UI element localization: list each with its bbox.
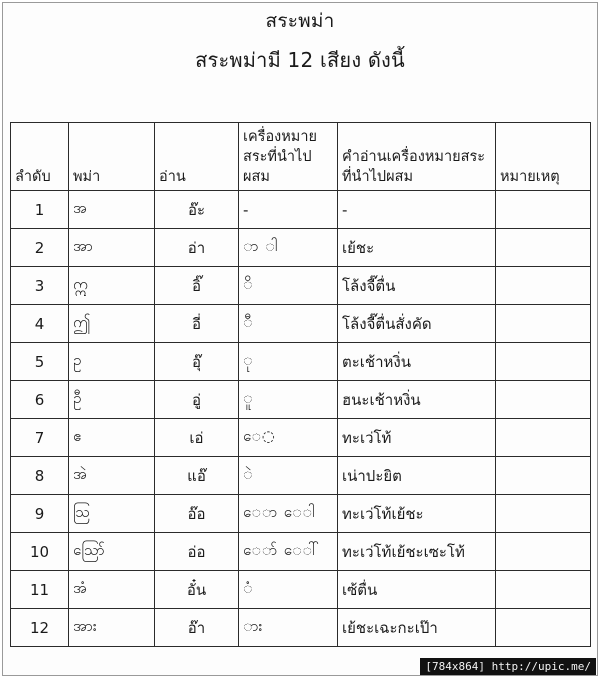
cell-burmese: အ xyxy=(69,191,155,229)
document-subtitle: สระพม่ามี 12 เสียง ดังนี้ xyxy=(195,48,405,72)
cell-number: 5 xyxy=(11,343,69,381)
header-reading: อ่าน xyxy=(155,123,239,191)
cell-reading: อ่อ xyxy=(155,533,239,571)
cell-note xyxy=(496,267,591,305)
cell-note xyxy=(496,533,591,571)
cell-burmese: ဦ xyxy=(69,381,155,419)
cell-number: 7 xyxy=(11,419,69,457)
cell-mark-reading: เย้ชะ xyxy=(338,229,496,267)
cell-note xyxy=(496,457,591,495)
cell-mark: ◌ံ xyxy=(239,571,338,609)
cell-number: 3 xyxy=(11,267,69,305)
cell-burmese: ဧ xyxy=(69,419,155,457)
header-mark-reading: คำอ่านเครื่องหมายสระที่นำไปผสม xyxy=(338,123,496,191)
cell-mark: ေ◌ xyxy=(239,419,338,457)
cell-number: 2 xyxy=(11,229,69,267)
table-row xyxy=(11,571,591,609)
cell-mark-reading: โล้งจี๊ตื่น xyxy=(338,267,496,305)
cell-mark: - xyxy=(239,191,338,229)
cell-reading: อ๊า xyxy=(155,609,239,647)
cell-mark-reading: เย้ชะเฉะกะเป๊า xyxy=(338,609,496,647)
table-header-row xyxy=(11,123,591,191)
cell-number: 8 xyxy=(11,457,69,495)
cell-number: 11 xyxy=(11,571,69,609)
cell-note xyxy=(496,419,591,457)
header-note: หมายเหตุ xyxy=(496,123,591,191)
table-row xyxy=(11,267,591,305)
table-row xyxy=(11,229,591,267)
cell-mark: ေ◌ာ် ေ◌ါ် xyxy=(239,533,338,571)
cell-burmese: အာ xyxy=(69,229,155,267)
cell-mark-reading: ทะเว่โท้เย้ชะเซะโท้ xyxy=(338,533,496,571)
table-row xyxy=(11,609,591,647)
cell-mark-reading: ตะเช้าหงิ่น xyxy=(338,343,496,381)
cell-burmese: ဣ xyxy=(69,267,155,305)
cell-note xyxy=(496,343,591,381)
cell-note xyxy=(496,305,591,343)
cell-number: 12 xyxy=(11,609,69,647)
cell-reading: เอ่ xyxy=(155,419,239,457)
cell-burmese: ဪ xyxy=(69,533,155,571)
cell-reading: อั๋น xyxy=(155,571,239,609)
header-mark: เครื่องหมายสระที่นำไปผสม xyxy=(239,123,338,191)
cell-mark-reading: ทะเว่โท้เย้ชะ xyxy=(338,495,496,533)
cell-mark-reading: เซ้ตื่น xyxy=(338,571,496,609)
cell-mark: ◌ူ xyxy=(239,381,338,419)
table-row xyxy=(11,343,591,381)
cell-burmese: ဩ xyxy=(69,495,155,533)
cell-reading: อู่ xyxy=(155,381,239,419)
cell-mark: ေ◌ာ ေ◌ါ xyxy=(239,495,338,533)
cell-burmese: အား xyxy=(69,609,155,647)
cell-reading: อ่า xyxy=(155,229,239,267)
cell-number: 4 xyxy=(11,305,69,343)
table-row xyxy=(11,419,591,457)
cell-reading: อิ๊ xyxy=(155,267,239,305)
table-row xyxy=(11,305,591,343)
cell-burmese: အဲ xyxy=(69,457,155,495)
cell-note xyxy=(496,229,591,267)
cell-number: 9 xyxy=(11,495,69,533)
watermark-label: [784x864] http://upic.me/ xyxy=(420,658,596,675)
document-title: สระพม่า xyxy=(265,10,335,32)
cell-mark-reading: เน่าปะยิต xyxy=(338,457,496,495)
table-row xyxy=(11,495,591,533)
cell-number: 1 xyxy=(11,191,69,229)
table-row xyxy=(11,381,591,419)
vowel-table xyxy=(10,122,591,647)
cell-mark: ◌ား xyxy=(239,609,338,647)
cell-mark: ◌ိ xyxy=(239,267,338,305)
cell-mark-reading: - xyxy=(338,191,496,229)
cell-number: 10 xyxy=(11,533,69,571)
table-row xyxy=(11,533,591,571)
header-order: ลำดับ xyxy=(11,123,69,191)
cell-mark: ◌ု xyxy=(239,343,338,381)
table-row xyxy=(11,191,591,229)
cell-burmese: ဤ xyxy=(69,305,155,343)
cell-reading: อี่ xyxy=(155,305,239,343)
cell-note xyxy=(496,571,591,609)
cell-mark-reading: ฮนะเช้าหงิ่น xyxy=(338,381,496,419)
cell-note xyxy=(496,191,591,229)
cell-mark: ◌ာ ◌ါ xyxy=(239,229,338,267)
cell-number: 6 xyxy=(11,381,69,419)
cell-reading: แอ๊ xyxy=(155,457,239,495)
cell-mark-reading: ทะเว่โท้ xyxy=(338,419,496,457)
header-burmese: พม่า xyxy=(69,123,155,191)
table-row xyxy=(11,457,591,495)
cell-reading: อ๊ะ xyxy=(155,191,239,229)
cell-mark-reading: โล้งจี๊ตื่นสั่งคัด xyxy=(338,305,496,343)
cell-reading: อุ๊ xyxy=(155,343,239,381)
cell-mark: ◌ဲ xyxy=(239,457,338,495)
cell-mark: ◌ီ xyxy=(239,305,338,343)
cell-note xyxy=(496,381,591,419)
cell-burmese: ဥ xyxy=(69,343,155,381)
cell-note xyxy=(496,495,591,533)
cell-reading: อ๊อ xyxy=(155,495,239,533)
cell-burmese: အံ xyxy=(69,571,155,609)
cell-note xyxy=(496,609,591,647)
